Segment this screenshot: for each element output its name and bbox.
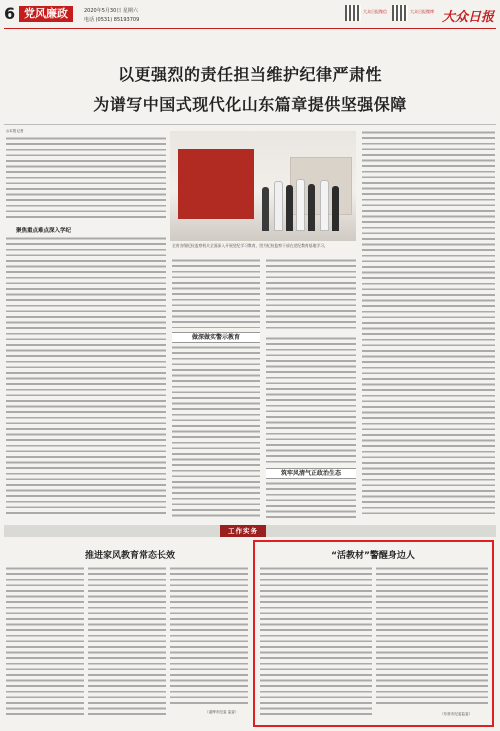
photo-caption: 全省各级纪检监察机关全面深入开展党纪学习教育，图为纪检监察干部在党纪教育基地学习。 (172, 243, 328, 248)
page-number: 6 (4, 4, 16, 23)
news-photo (170, 131, 356, 241)
article-title-right: “活教材”警醒身边人 (331, 551, 415, 561)
exhibit-wall (178, 149, 254, 219)
lead-text (6, 136, 166, 220)
article-right-sign: （东营市纪委监委） (440, 712, 473, 716)
headline-line-2: 为谱写中国式现代化山东篇章提供坚强保障 (93, 95, 407, 114)
subhead-2: 做深做实警示教育 (172, 332, 260, 343)
person-figure (308, 184, 315, 231)
body-text-col-4 (362, 130, 495, 518)
body-text-col-1 (6, 236, 166, 516)
article-left-col-2 (88, 566, 166, 718)
qr-code-icon (345, 5, 361, 21)
article-right-col-2 (376, 566, 488, 706)
person-figure (320, 180, 329, 231)
person-figure (286, 185, 293, 231)
byline: ◎本报记者 (6, 129, 24, 133)
page-header (0, 0, 500, 30)
body-text-col-2a (172, 258, 260, 328)
header-rule (4, 28, 496, 29)
article-left-sign: （淄博市纪委 监委） (205, 710, 239, 714)
person-figure (274, 181, 283, 231)
qr-code-icon (392, 5, 408, 21)
section-label: 工作实务 (220, 525, 266, 537)
article-title-left: 推进家风教育常态长效 (84, 551, 175, 561)
article-left-col-3 (170, 566, 248, 706)
person-figure (262, 187, 269, 231)
date-line: 2020年5月30日 星期六 (84, 8, 138, 14)
masthead-logo: 大众日报 (441, 10, 494, 25)
article-right-col-1 (260, 566, 372, 718)
qr-label: 大众日报微信 (363, 9, 387, 14)
subhead-3: 筑牢风清气正政治生态 (266, 468, 356, 479)
person-figure (296, 179, 305, 231)
body-text-col-2b (172, 345, 260, 517)
section-badge: 党风廉政 (19, 6, 73, 22)
article-left-col-1 (6, 566, 84, 718)
headline-line-1: 以更强烈的责任担当维护纪律严肃性 (117, 65, 382, 84)
subhead-1: 聚焦重点难点深入学纪 (16, 228, 72, 234)
person-figure (332, 186, 339, 231)
headline-rule (4, 124, 496, 125)
body-text-col-3a (266, 258, 356, 332)
qr-label: 大众日报微博 (410, 9, 434, 14)
body-text-col-3b (266, 336, 356, 464)
section-bar (4, 525, 496, 537)
editor-line: 电话 (0531) 85193709 (84, 17, 140, 23)
body-text-col-3c (266, 481, 356, 518)
